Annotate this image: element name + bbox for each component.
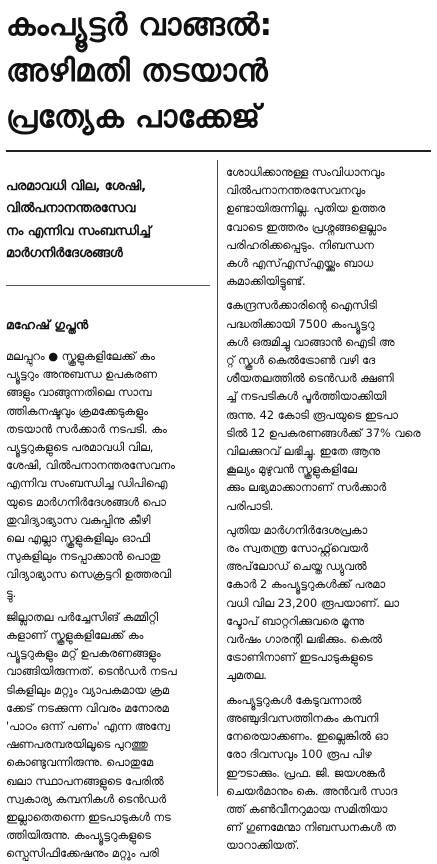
headline: [6, 2, 432, 140]
body-line: വിൽപനാനന്തരസേവനവും: [226, 184, 366, 198]
body-line: വധി വില 23,200 രൂപയാണ്. ലാ: [226, 596, 399, 610]
body-paragraph: [6, 348, 212, 603]
body-line: ത്തിയിരുന്നു. കംപ്യൂട്ടറുകളുടെ: [6, 829, 151, 843]
body-line: ടിൽ 12 ഉപകരണങ്ങൾക്ക് 37% വരെ: [226, 426, 421, 440]
body-line: തുവിദ്യാഭ്യാസ വകുപ്പിനു കീഴി: [6, 513, 151, 527]
body-line: കൊണ്ടുവന്നിരുന്നു. പൊതുമേ: [6, 756, 154, 770]
body-line: വാങ്ങിയിരുന്നത്. ടെൻഡർ നടപ: [6, 665, 177, 679]
body-line: 'പാഠം ഒന്ന് പണം' എന്ന അന്വേ: [6, 720, 170, 734]
body-line: ഈടാക്കും. പ്രഫ. ജി. ജയശങ്കർ: [226, 766, 385, 780]
body-line: എന്നിവ സംബന്ധിച്ച ഡിപിഐ: [6, 477, 168, 491]
body-line: യാറാക്കിയത്.: [226, 839, 300, 853]
body-line: ച്ച് നടപടികൾ പൂർത്തിയാക്കിയി: [226, 390, 387, 404]
body-line: പ്ടോപ് ബാറ്ററിക്കുവരെ മൂന്നു: [226, 614, 364, 628]
body-line: കൂല്യം മുഴുവൻ സ്കൂളുകളിലേ: [226, 463, 357, 477]
body-line: സ്പെസിഫിക്കേഷനും മറ്റും പരി: [6, 847, 159, 861]
body-line: ശീയതലത്തിൽ ടെൻഡർ ക്ഷണി: [226, 372, 394, 386]
body-line: രോ ദിവസവും 100 രൂപ പിഴ: [226, 748, 372, 762]
left-column: [6, 348, 212, 864]
body-paragraph: [226, 297, 432, 515]
body-line: ക്കേട് നടക്കുന്ന വിവരം മനോരമ: [6, 701, 169, 715]
body-line: ട്രോണിനാണ് ഇടപാടുകളുടെ: [226, 651, 373, 665]
body-line: അഞ്ചുദിവസത്തിനകം കമ്പനി: [226, 711, 379, 725]
body-line: ഖലാ സ്ഥാപനങ്ങളുടെ പേരിൽ: [6, 774, 164, 788]
body-paragraph: [6, 609, 212, 864]
body-line: ട്ടു.: [6, 586, 17, 600]
body-line: കോർ 2 കംപ്യൂട്ടറുകൾക്ക് പരമാ: [226, 578, 386, 592]
body-paragraph: [226, 164, 432, 291]
body-line: ക്കും ലഭ്യമാക്കാനാണ് സർക്കാർ: [226, 481, 387, 495]
body-line: ങ്ങളും വാങ്ങുന്നതിലെ സാമ്പ: [6, 386, 152, 400]
body-line: പരിപാടി.: [226, 499, 274, 513]
headline-line-2: അഴിമതി തടയാൻ: [6, 53, 268, 89]
column-rule: [217, 160, 218, 796]
body-line: കമാക്കിയിട്ടുണ്ട്.: [226, 275, 306, 289]
standfirst-line: വിൽപനാനന്തരസേവ: [6, 201, 136, 217]
right-column: [226, 164, 432, 856]
body-line: സുകളിലും നടപ്പാക്കാൻ പൊതു: [6, 550, 161, 564]
body-line: പ്യൂട്ടറും അനുബന്ധ ഉപകരണ: [6, 368, 157, 382]
standfirst-line: നം എന്നിവ സംബന്ധിച്ച്: [6, 223, 151, 239]
body-line: വിലക്കുറവ് ലഭിച്ചു. ഇതേ ആനു: [226, 445, 380, 459]
body-line: കൾ എസ്എസ്എയ്ക്കും ബാധ: [226, 257, 374, 271]
body-line: ശേഷി, വിൽപനാനന്തരസേവനം: [6, 459, 175, 473]
headline-line-1: കംപ്യൂട്ടർ വാങ്ങൽ:: [6, 7, 273, 43]
byline: മഹേഷ് ഗുപ്തൻ: [6, 317, 89, 332]
body-line: വർഷം ഗാരന്റി ലഭിക്കും. കെൽ: [226, 633, 382, 647]
standfirst-line: പരമാവധി വില, ശേഷി,: [6, 179, 147, 194]
body-paragraph: [226, 522, 432, 686]
body-line: വോടെ ഇത്തരം പ്രശ്നങ്ങളെല്ലാം: [226, 220, 387, 234]
body-line: ഉണ്ടായിരുന്നില്ല. പുതിയ ഉത്തര: [226, 202, 386, 216]
body-line: കളാണ് സ്കൂളുകളിലേക്ക് കം: [6, 629, 144, 643]
body-line: ശോധിക്കാനുള്ള സംവിധാനവും: [226, 166, 385, 179]
body-line: അപ്‌ലോഡ് ചെയ്ത ഡ്യുവൽ: [226, 560, 367, 574]
body-line: ഷണപരമ്പരയിലൂടെ പുറത്തു: [6, 738, 148, 752]
body-line: ചുമതല.: [226, 669, 267, 683]
body-line: രുന്നു. 42 കോടി രൂപയുടെ ഇടപാ: [226, 408, 398, 422]
body-line: സ്വകാര്യ കമ്പനികൾ ടെൻഡർ: [6, 792, 167, 806]
standfirst-rule: [6, 285, 210, 286]
body-line: റ്റ് സ്കൂൾ കെൽട്രോൺ വഴി ദേ: [226, 354, 376, 368]
body-line: ലെ എല്ലാ സ്കൂളുകളിലും ഓഫി: [6, 532, 151, 546]
body-line: ചെയർമാനും കെ. അൻവർ സാദ: [226, 784, 398, 798]
headline-rule: [6, 150, 431, 152]
body-line: കൾ ഒരുമിച്ചു വാങ്ങാൻ ഐടി അ: [226, 335, 395, 349]
body-line: പുതിയ മാർഗനിർദേശപ്രകാ: [226, 523, 368, 537]
body-line: ത്ത് കൺവീനറുമായ സമിതിയാ: [226, 802, 388, 816]
body-line: പരിഹരിക്കപ്പെടും. നിബന്ധന: [226, 238, 374, 252]
body-line: ണ് ഗുണമേന്മാ നിബന്ധനകൾ ത: [226, 821, 396, 835]
body-line: രം സ്വതന്ത്ര സോഫ്റ്റ്‌വെയർ: [226, 542, 369, 556]
body-line: പ്യൂട്ടറുകളുടെ പരമാവധി വില,: [6, 441, 154, 455]
body-line: ത്തികനഷ്ടവും ക്രമക്കേടുകളും: [6, 404, 148, 418]
body-line: ടികളിലും മറ്റും വ്യാപകമായ ക്രമ: [6, 683, 169, 697]
body-line: കംപ്യൂട്ടറുകൾ കേടുവന്നാൽ: [226, 693, 362, 707]
body-line: തടയാൻ സർക്കാർ നടപടി. കം: [6, 422, 167, 436]
standfirst-line: മാർഗനിർദേശങ്ങൾ: [6, 246, 123, 262]
body-line: ജില്ലാതല പർച്ചേസിങ് കമ്മിറ്റി: [6, 610, 159, 624]
headline-line-3: പ്രത്യേക പാക്കേജ്: [6, 99, 261, 135]
body-paragraph: [226, 692, 432, 856]
body-line: പദ്ധതിക്കായി 7500 കംപ്യൂട്ടറു: [226, 317, 375, 331]
body-line: നേരെയാക്കണം. ഇല്ലെങ്കിൽ ഓ: [226, 730, 389, 744]
body-line: വിദ്യാഭ്യാസ സെക്രട്ടറി ഉത്തരവി: [6, 568, 172, 582]
body-line: യുടെ മാർഗനിർദേശങ്ങൾ പൊ: [6, 495, 166, 509]
body-line: മലപ്പുറം ● സ്കൂളുകളിലേക്ക് കം: [6, 350, 155, 363]
body-line: കേന്ദ്രസർക്കാരിന്റെ ഐസിടി: [226, 299, 377, 313]
body-line: പ്യൂട്ടറുകളും മറ്റ് ഉപകരണങ്ങളും: [6, 647, 161, 661]
standfirst: [6, 176, 212, 266]
body-line: ഇല്ലാതെതന്നെ ഇടപാടുകൾ നട: [6, 811, 171, 825]
